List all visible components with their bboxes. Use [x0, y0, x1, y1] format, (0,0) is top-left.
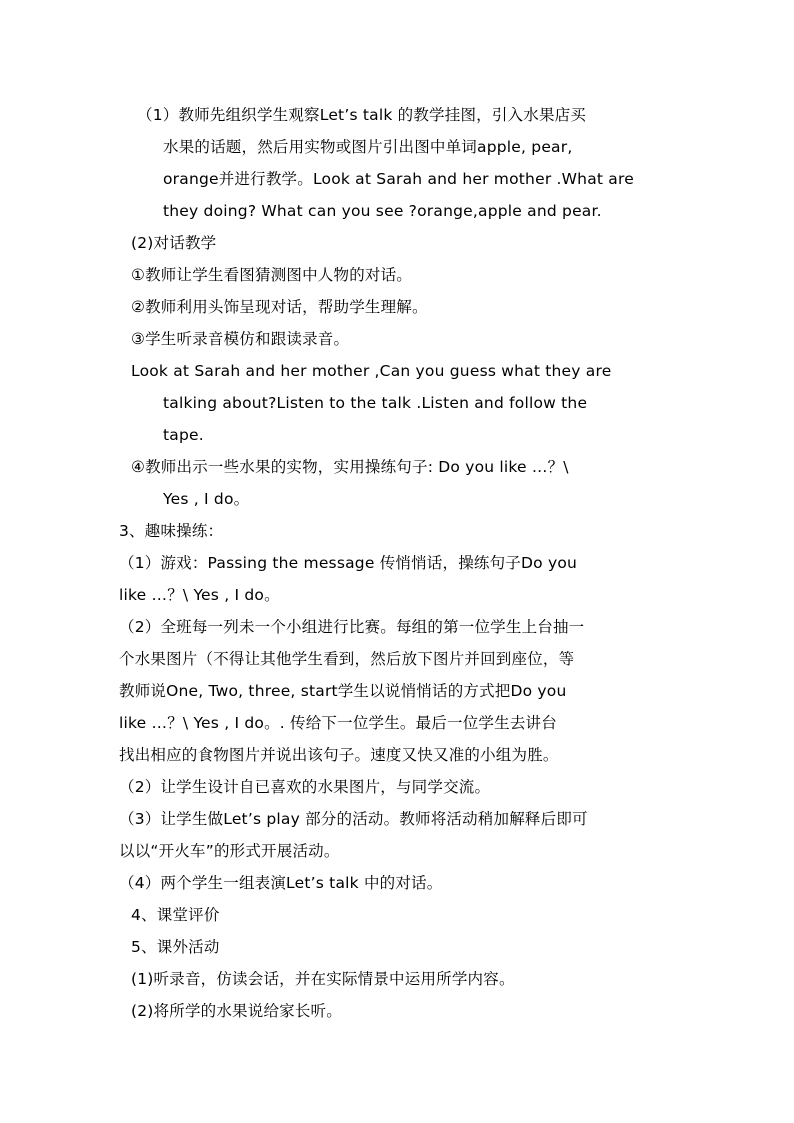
text-line: like …？\ Yes , I do。. 传给下一位学生。最后一位学生去讲台: [119, 714, 557, 732]
text-line: Yes , I do。: [163, 490, 250, 508]
text-line: ②教师利用头饰呈现对话，帮助学生理解。: [131, 298, 428, 316]
text-line: ①教师让学生看图猜测图中人物的对话。: [131, 266, 412, 284]
text-line: （2）全班每一列未一个小组进行比赛。每组的第一位学生上台抽一: [119, 618, 585, 636]
text-line: （1）游戏：Passing the message 传悄悄话，操练句子Do you: [119, 554, 578, 572]
section-heading: (2)对话教学: [131, 234, 217, 252]
text-line: （1）教师先组织学生观察Let’s talk 的教学挂图，引入水果店买: [137, 106, 587, 124]
text-line: ③学生听录音模仿和跟读录音。: [131, 330, 350, 348]
text-line: orange并进行教学。Look at Sarah and her mother .What are: [163, 170, 634, 188]
text-line: 找出相应的食物图片并说出该句子。速度又快又准的小组为胜。: [119, 746, 559, 764]
text-line: they doing? What can you see ?orange,apple and pear.: [163, 202, 602, 220]
text-line: 教师说One, Two, three, start学生以说悄悄话的方式把Do you: [119, 682, 567, 700]
text-line: (2)将所学的水果说给家长听。: [131, 1002, 342, 1020]
text-line: like …？\ Yes , I do。: [119, 586, 280, 604]
text-line: （4）两个学生一组表演Let’s talk 中的对话。: [119, 874, 443, 892]
text-line: （3）让学生做Let’s play 部分的活动。教师将活动稍加解释后即可: [119, 810, 588, 828]
section-heading: 5、课外活动: [131, 938, 220, 956]
text-line: 以以“开火车”的形式开展活动。: [119, 842, 340, 860]
section-heading: 4、课堂评价: [131, 906, 220, 924]
text-line: talking about?Listen to the talk .Listen and follow the: [163, 394, 588, 412]
text-line: 个水果图片（不得让其他学生看到，然后放下图片并回到座位，等: [119, 650, 575, 668]
text-line: ④教师出示一些水果的实物，实用操练句子: Do you like …？\: [131, 458, 569, 476]
text-line: 水果的话题，然后用实物或图片引出图中单词apple, pear,: [163, 138, 573, 156]
text-line: （2）让学生设计自已喜欢的水果图片，与同学交流。: [119, 778, 491, 796]
text-line: tape.: [163, 426, 204, 444]
text-line: (1)听录音，仿读会话，并在实际情景中运用所学内容。: [131, 970, 515, 988]
section-heading: 3、趣味操练：: [119, 522, 224, 540]
text-line: Look at Sarah and her mother ,Can you guess what they are: [131, 362, 612, 380]
